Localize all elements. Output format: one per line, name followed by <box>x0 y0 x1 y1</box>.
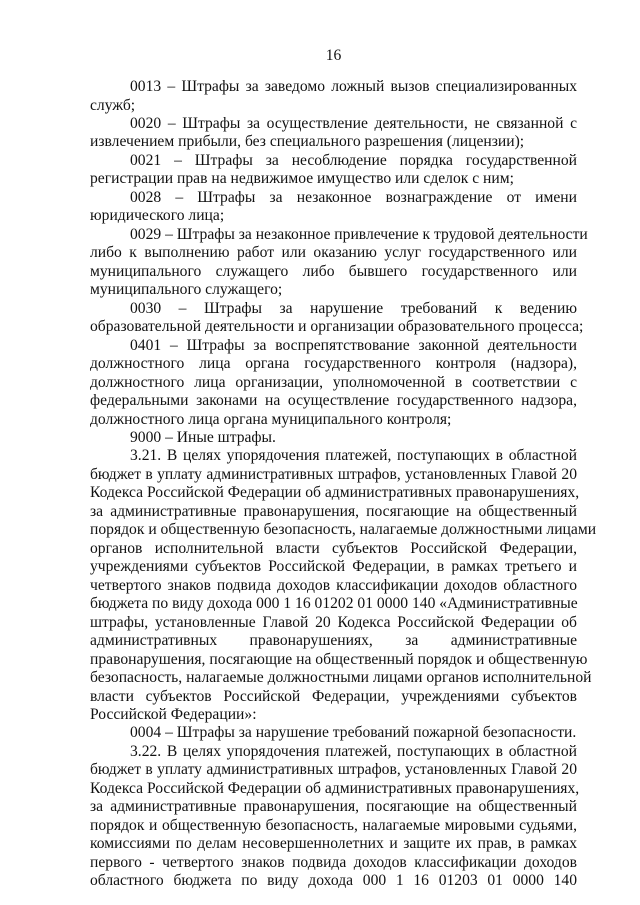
text-line: порядок и общественную безопасность, налагаемые должностными лицами <box>90 521 597 539</box>
text-line: 9000 – Иные штрафы. <box>130 428 276 446</box>
text-line: должностного лица органа государственного контроля (надзора), <box>90 355 577 372</box>
text-line: четвертого знаков подвида доходов классификации доходов областного <box>90 576 577 594</box>
text-line: 0013 – Штрафы за заведомо ложный вызов специализированных <box>130 78 577 95</box>
text-line: безопасность, налагаемые должностными лицами органов исполнительной <box>90 669 592 686</box>
text-line: 0030 – Штрафы за нарушение требований к ведению <box>130 299 577 317</box>
text-line: порядок и общественную безопасность, налагаемые мировыми судьями, <box>90 816 577 834</box>
text-line: штрафы, установленные Главой 20 Кодекса Российской Федерации об <box>90 613 577 631</box>
text-line: регистрации прав на недвижимое имущество или сделок с ним; <box>90 170 514 188</box>
text-line: муниципального служащего; <box>90 281 283 299</box>
text-line: 0401 – Штрафы за воспрепятствование законной деятельности <box>130 336 577 354</box>
text-line: либо к выполнению работ или оказанию услуг государственного или <box>90 244 577 262</box>
text-line: за административные правонарушения, посягающие на общественный <box>90 798 577 816</box>
text-line: за административные правонарушения, посягающие на общественный <box>90 502 577 520</box>
text-line: 0021 – Штрафы за несоблюдение порядка государственной <box>130 151 577 169</box>
page-number: 16 <box>325 47 342 64</box>
text-line: извлечением прибыли, без специального разрешения (лицензии); <box>90 133 525 151</box>
text-line: комиссиями по делам несовершеннолетних и защите их прав, в рамках <box>90 835 577 853</box>
text-line: должностного лица органа муниципального контроля; <box>90 410 452 428</box>
text-line: правонарушения, посягающие на общественный порядок и общественную <box>90 650 588 668</box>
text-line: Кодекса Российской Федерации об административных правонарушениях, <box>90 484 580 502</box>
text-line: 0020 – Штрафы за осуществление деятельности, не связанной с <box>130 114 577 132</box>
text-line: 0028 – Штрафы за незаконное вознаграждение от имени <box>130 188 577 206</box>
text-line: должностного лица организации, уполномоченной в соответствии с <box>90 373 577 391</box>
text-line: образовательной деятельности и организации образовательного процесса; <box>90 318 584 336</box>
text-line: Кодекса Российской Федерации об административных правонарушениях, <box>90 779 580 797</box>
text-line: 0004 – Штрафы за нарушение требований пожарной безопасности. <box>130 724 577 742</box>
text-line: 3.21. В целях упорядочения платежей, поступающих в областной <box>130 447 577 465</box>
text-line: административных правонарушениях, за административные <box>90 632 577 650</box>
text-line: юридического лица; <box>90 207 225 225</box>
text-line: Российской Федерации»: <box>90 706 257 723</box>
text-line: первого - четвертого знаков подвида доходов классификации доходов <box>90 853 577 871</box>
text-line: бюджет в уплату административных штрафов, установленных Главой 20 <box>90 465 577 483</box>
text-line: органов исполнительной власти субъектов Российской Федерации, <box>90 539 577 557</box>
text-line: областного бюджета по виду дохода 000 1 16 01203 01 0000 140 <box>90 872 577 890</box>
text-line: учреждениями субъектов Российской Федерации, в рамках третьего и <box>90 558 577 576</box>
text-line: бюджет в уплату административных штрафов, установленных Главой 20 <box>90 761 577 779</box>
text-line: служб; <box>90 96 136 114</box>
text-line: 0029 – Штрафы за незаконное привлечение к трудовой деятельности <box>130 225 588 243</box>
text-line: муниципального служащего либо бывшего государственного или <box>90 262 577 280</box>
text-line: бюджета по виду дохода 000 1 16 01202 01 0000 140 «Административные <box>90 595 578 613</box>
text-line: федеральными законами на осуществление государственного надзора, <box>90 392 577 409</box>
text-line: 3.22. В целях упорядочения платежей, поступающих в областной <box>130 742 577 760</box>
text-line: власти субъектов Российской Федерации, учреждениями субъектов <box>90 687 577 705</box>
